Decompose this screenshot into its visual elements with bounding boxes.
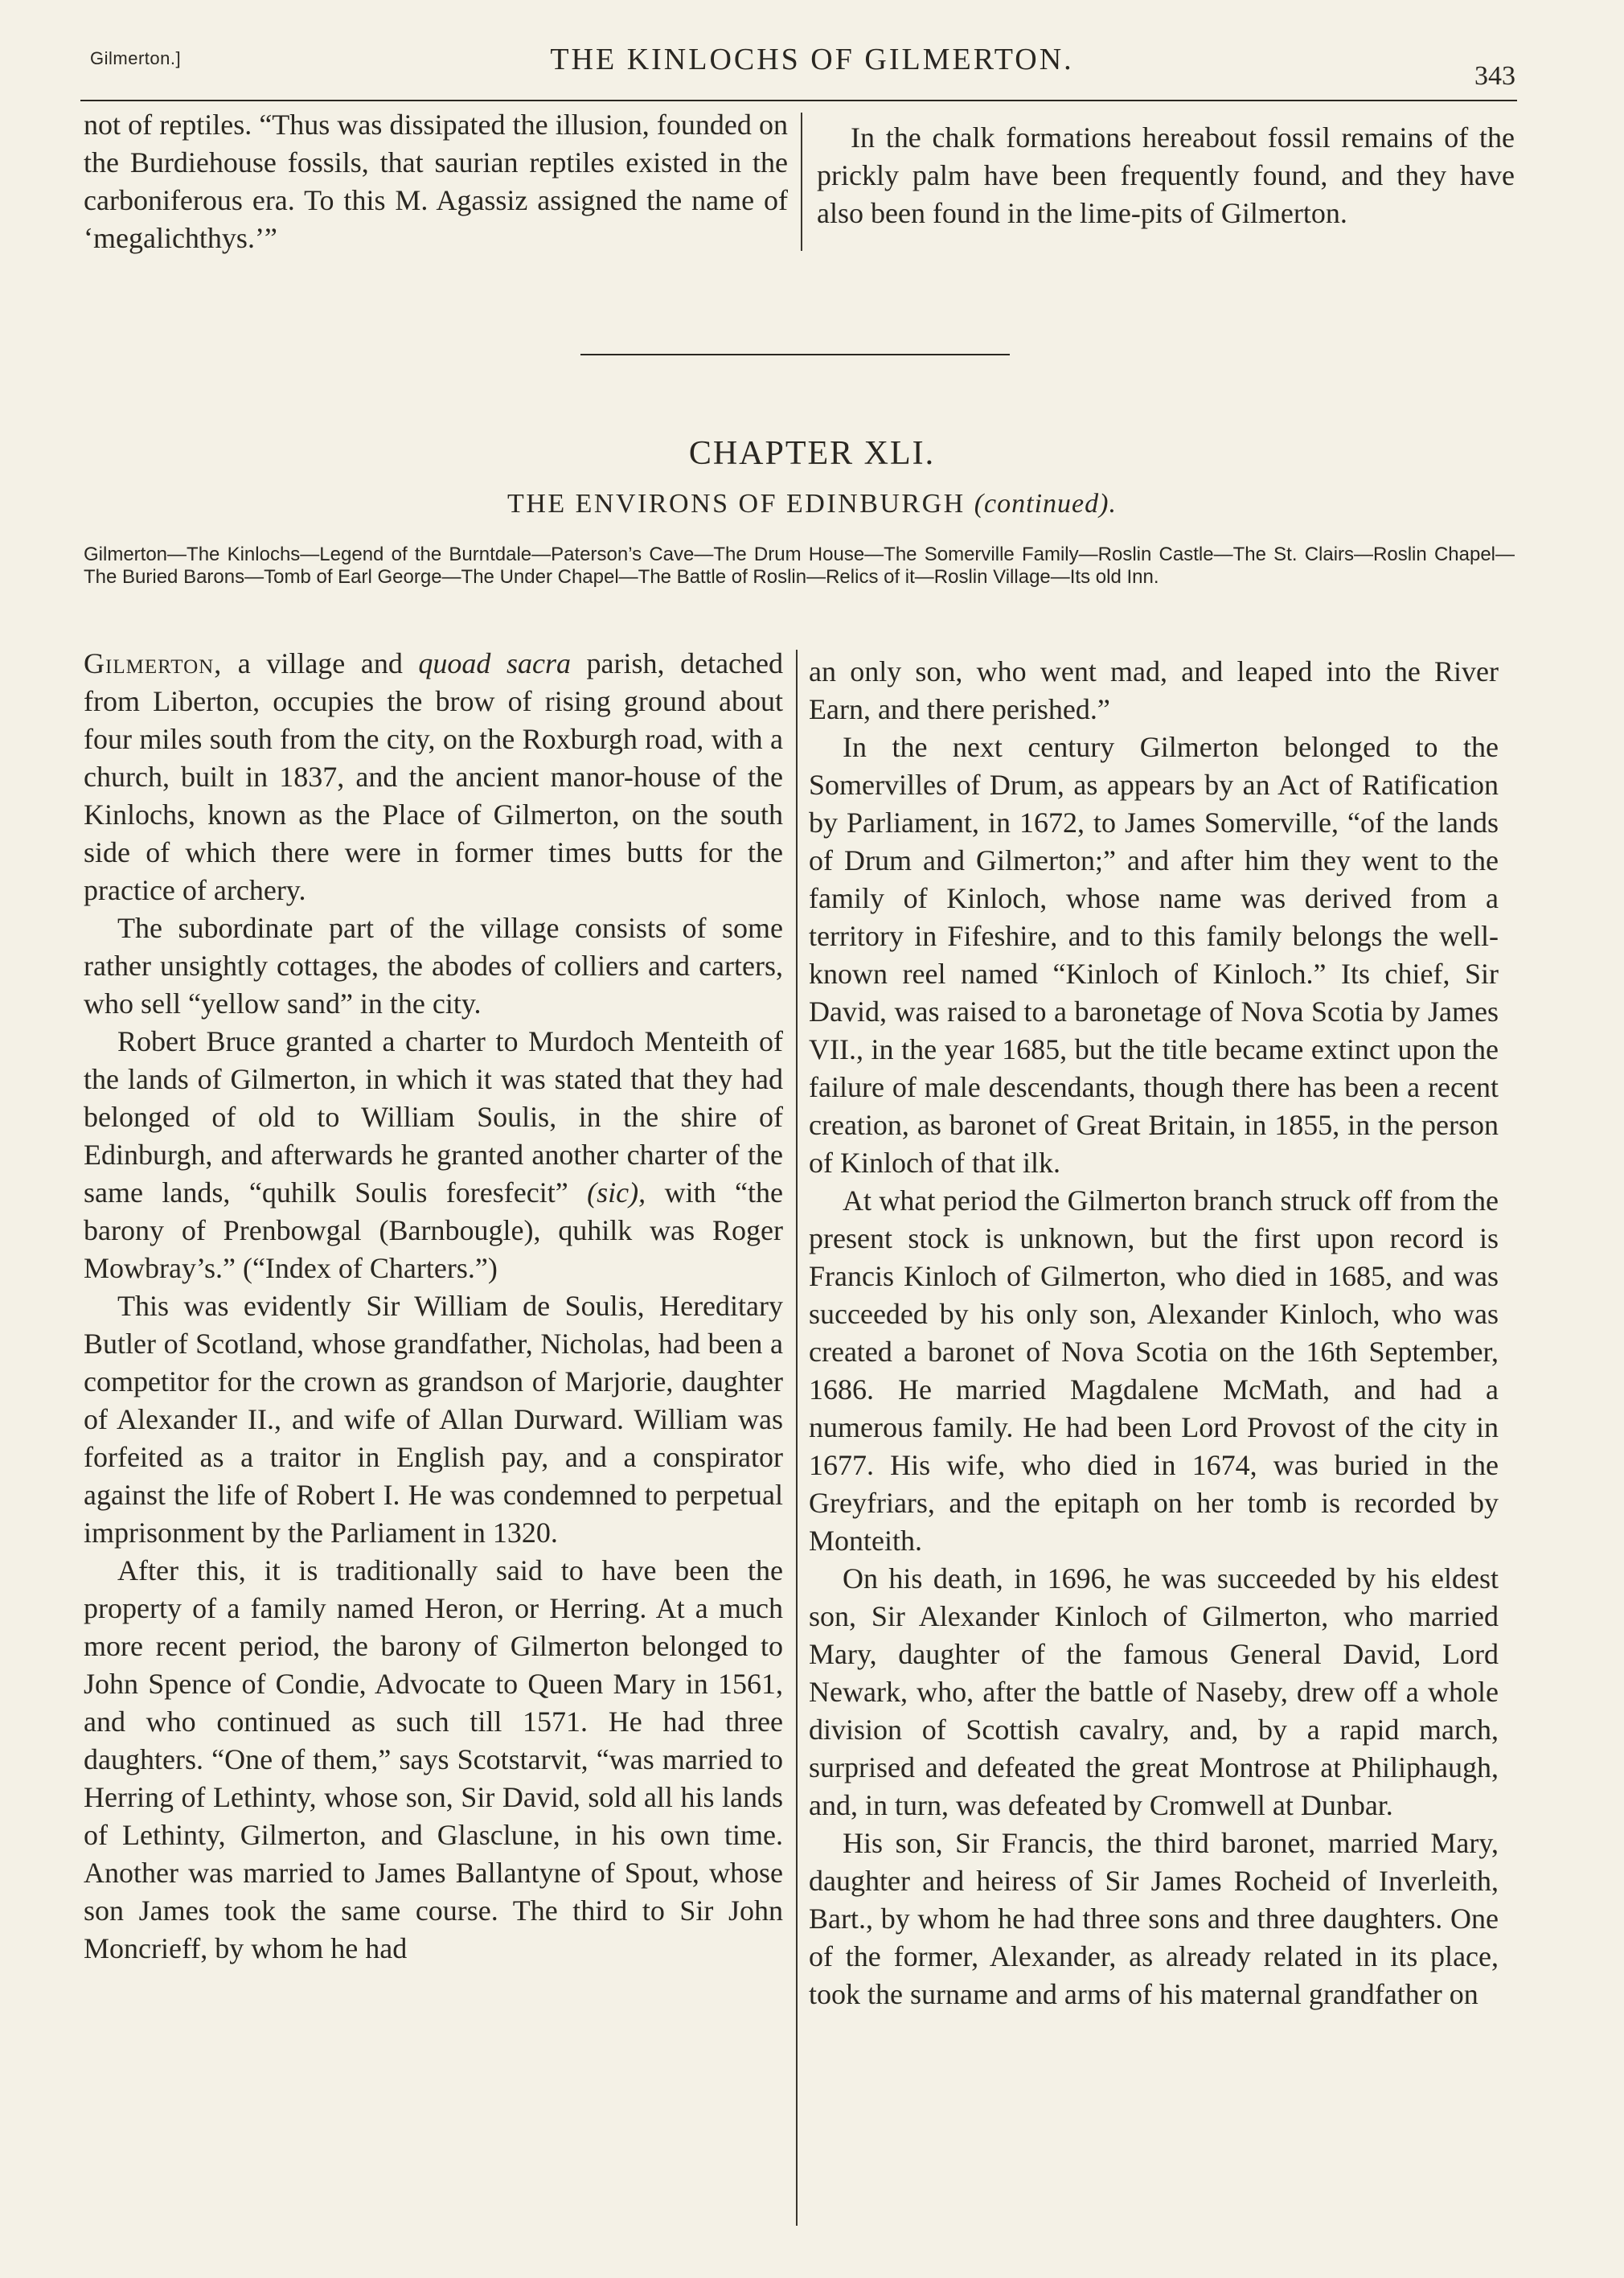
header-rule <box>80 100 1517 101</box>
chapter-subtitle-note: (continued). <box>974 489 1117 519</box>
continuation-paragraph-left: not of reptiles. “Thus was dissipated the illusion, founded on the Burdiehouse fossils, that saurian reptiles existed in the carboniferous era. To this M. Agassiz assigned the name of ‘megalichthys.’” <box>84 109 788 254</box>
chapter-subtitle <box>0 489 1624 519</box>
running-head-title: THE KINLOCHS OF GILMERTON. <box>550 43 1074 76</box>
chapter-number: CHAPTER XLI. <box>688 435 936 472</box>
main-left-column <box>84 645 783 1968</box>
running-head-section: Gilmerton.] <box>90 48 182 68</box>
main-right-column <box>809 653 1499 2013</box>
top-left-column <box>84 106 788 257</box>
body-paragraph: At what period the Gilmerton branch struck off from the present stock is unknown, but the first upon record is Francis Kinloch of Gilmerton, who died in 1685, and was succeeded by his only son, Alexander Kinloch, who was created a baronet of Nova Scotia on the 16th September, 1686. He married Magdalene McMath, and had a numerous family. He had been Lord Provost of the city in 1677. His wife, who died in 1674, was buried in the Greyfriars, and the epitaph on her tomb is recorded by Monteith. <box>809 1184 1499 1557</box>
top-right-column <box>817 119 1515 232</box>
body-paragraph: On his death, in 1696, he was succeeded by his eldest son, Sir Alexander Kinloch of Gilmerton, who married Mary, daughter of the famous General David, Lord Newark, who, after the battle of Naseby, drew off a whole division of Scottish cavalry, and, by a rapid march, surprised and defeated the great Montrose at Philiphaugh, and, in turn, was defeated by Cromwell at Dunbar. <box>809 1562 1499 1821</box>
top-column-rule <box>801 113 802 251</box>
paragraph-lead-word: Gilmerton, <box>84 647 223 679</box>
body-paragraph: an only son, who went mad, and leaped into the River Earn, and there perished.” <box>809 655 1499 725</box>
body-paragraph: Robert Bruce granted a charter to Murdoch Menteith of the lands of Gilmerton, in which it was stated that they had belonged of old to William Soulis, in the shire of Edinburgh, and afterwards he granted another charter of the same lands, “quhilk Soulis foresfecit” (sic), with “the barony of Prenbowgal (Barnbougle), quhilk was Roger Mowbray’s.” (“Index of Charters.”) <box>84 1025 783 1284</box>
page-number: 343 <box>1474 61 1515 91</box>
continuation-paragraph-right: In the chalk formations hereabout fossil remains of the prickly palm have been frequently found, and they have also been found in the lime-pits of Gilmerton. <box>817 121 1515 229</box>
body-paragraph: In the next century Gilmerton belonged to the Somervilles of Drum, as appears by an Act of Ratification by Parliament, in 1672, to James Somerville, “of the lands of Drum and Gilmerton;” and after him they went to the family of Kinloch, whose name was derived from a territory in Fifeshire, and to this family belongs the well-known reel named “Kinloch of Kinloch.” Its chief, Sir David, was raised to a baronetage of Nova Scotia by James VII., in the year 1685, but the title became extinct upon the failure of male descendants, though there has been a recent creation, as baronet of Great Britain, in 1855, in the person of Kinloch of that ilk. <box>809 731 1499 1179</box>
body-paragraph: After this, it is traditionally said to have been the property of a family named Heron, or Herring. At a much more recent period, the barony of Gilmerton belonged to John Spence of Condie, Advocate to Queen Mary in 1561, and who continued as such till 1571. He had three daughters. “One of them,” says Scotstarvit, “was married to Herring of Lethinty, whose son, Sir David, sold all his lands of Lethinty, Gilmerton, and Glasclune, in his own time. Another was married to James Ballantyne of Spout, whose son James took the same course. The third to Sir John Moncrieff, by whom he had <box>84 1554 783 1964</box>
body-paragraph: This was evidently Sir William de Soulis, Hereditary Butler of Scotland, whose grandfather, Nicholas, had been a competitor for the crown as grandson of Marjorie, daughter of Alexander II., and wife of Allan Durward. William was forfeited as a traitor in English pay, and a conspirator against the life of Robert I. He was condemned to perpetual imprisonment by the Parliament in 1320. <box>84 1290 783 1549</box>
main-column-rule <box>796 650 798 2226</box>
body-paragraph: The subordinate part of the village consists of some rather unsightly cottages, the abodes of colliers and carters, who sell “yellow sand” in the city. <box>84 912 783 1020</box>
chapter-subtitle-text: THE ENVIRONS OF EDINBURGH <box>507 489 966 519</box>
chapter-synopsis: Gilmerton—The Kinlochs—Legend of the Burntdale—Paterson’s Cave—The Drum House—The Somerville Family—Roslin Castle—The St. Clairs—Roslin Chapel—The Buried Barons—Tomb of Earl George—The Under Chapel—The Battle of Roslin—Relics of it—Roslin Village—Its old Inn. <box>84 544 1515 588</box>
body-paragraph: Gilmerton, a village and quoad sacra parish, detached from Liberton, occupies the brow of rising ground about four miles south from the city, on the Roxburgh road, with a church, built in 1837, and the ancient manor-house of the Kinlochs, known as the Place of Gilmerton, on the south side of which there were in former times butts for the practice of archery. <box>84 647 784 906</box>
body-paragraph: His son, Sir Francis, the third baronet, married Mary, daughter and heiress of Sir James Rocheid of Inverleith, Bart., by whom he had three sons and three daughters. One of the former, Alexander, as already related in its place, took the surname and arms of his maternal grandfather on <box>809 1827 1499 2010</box>
section-separator <box>580 354 1010 355</box>
